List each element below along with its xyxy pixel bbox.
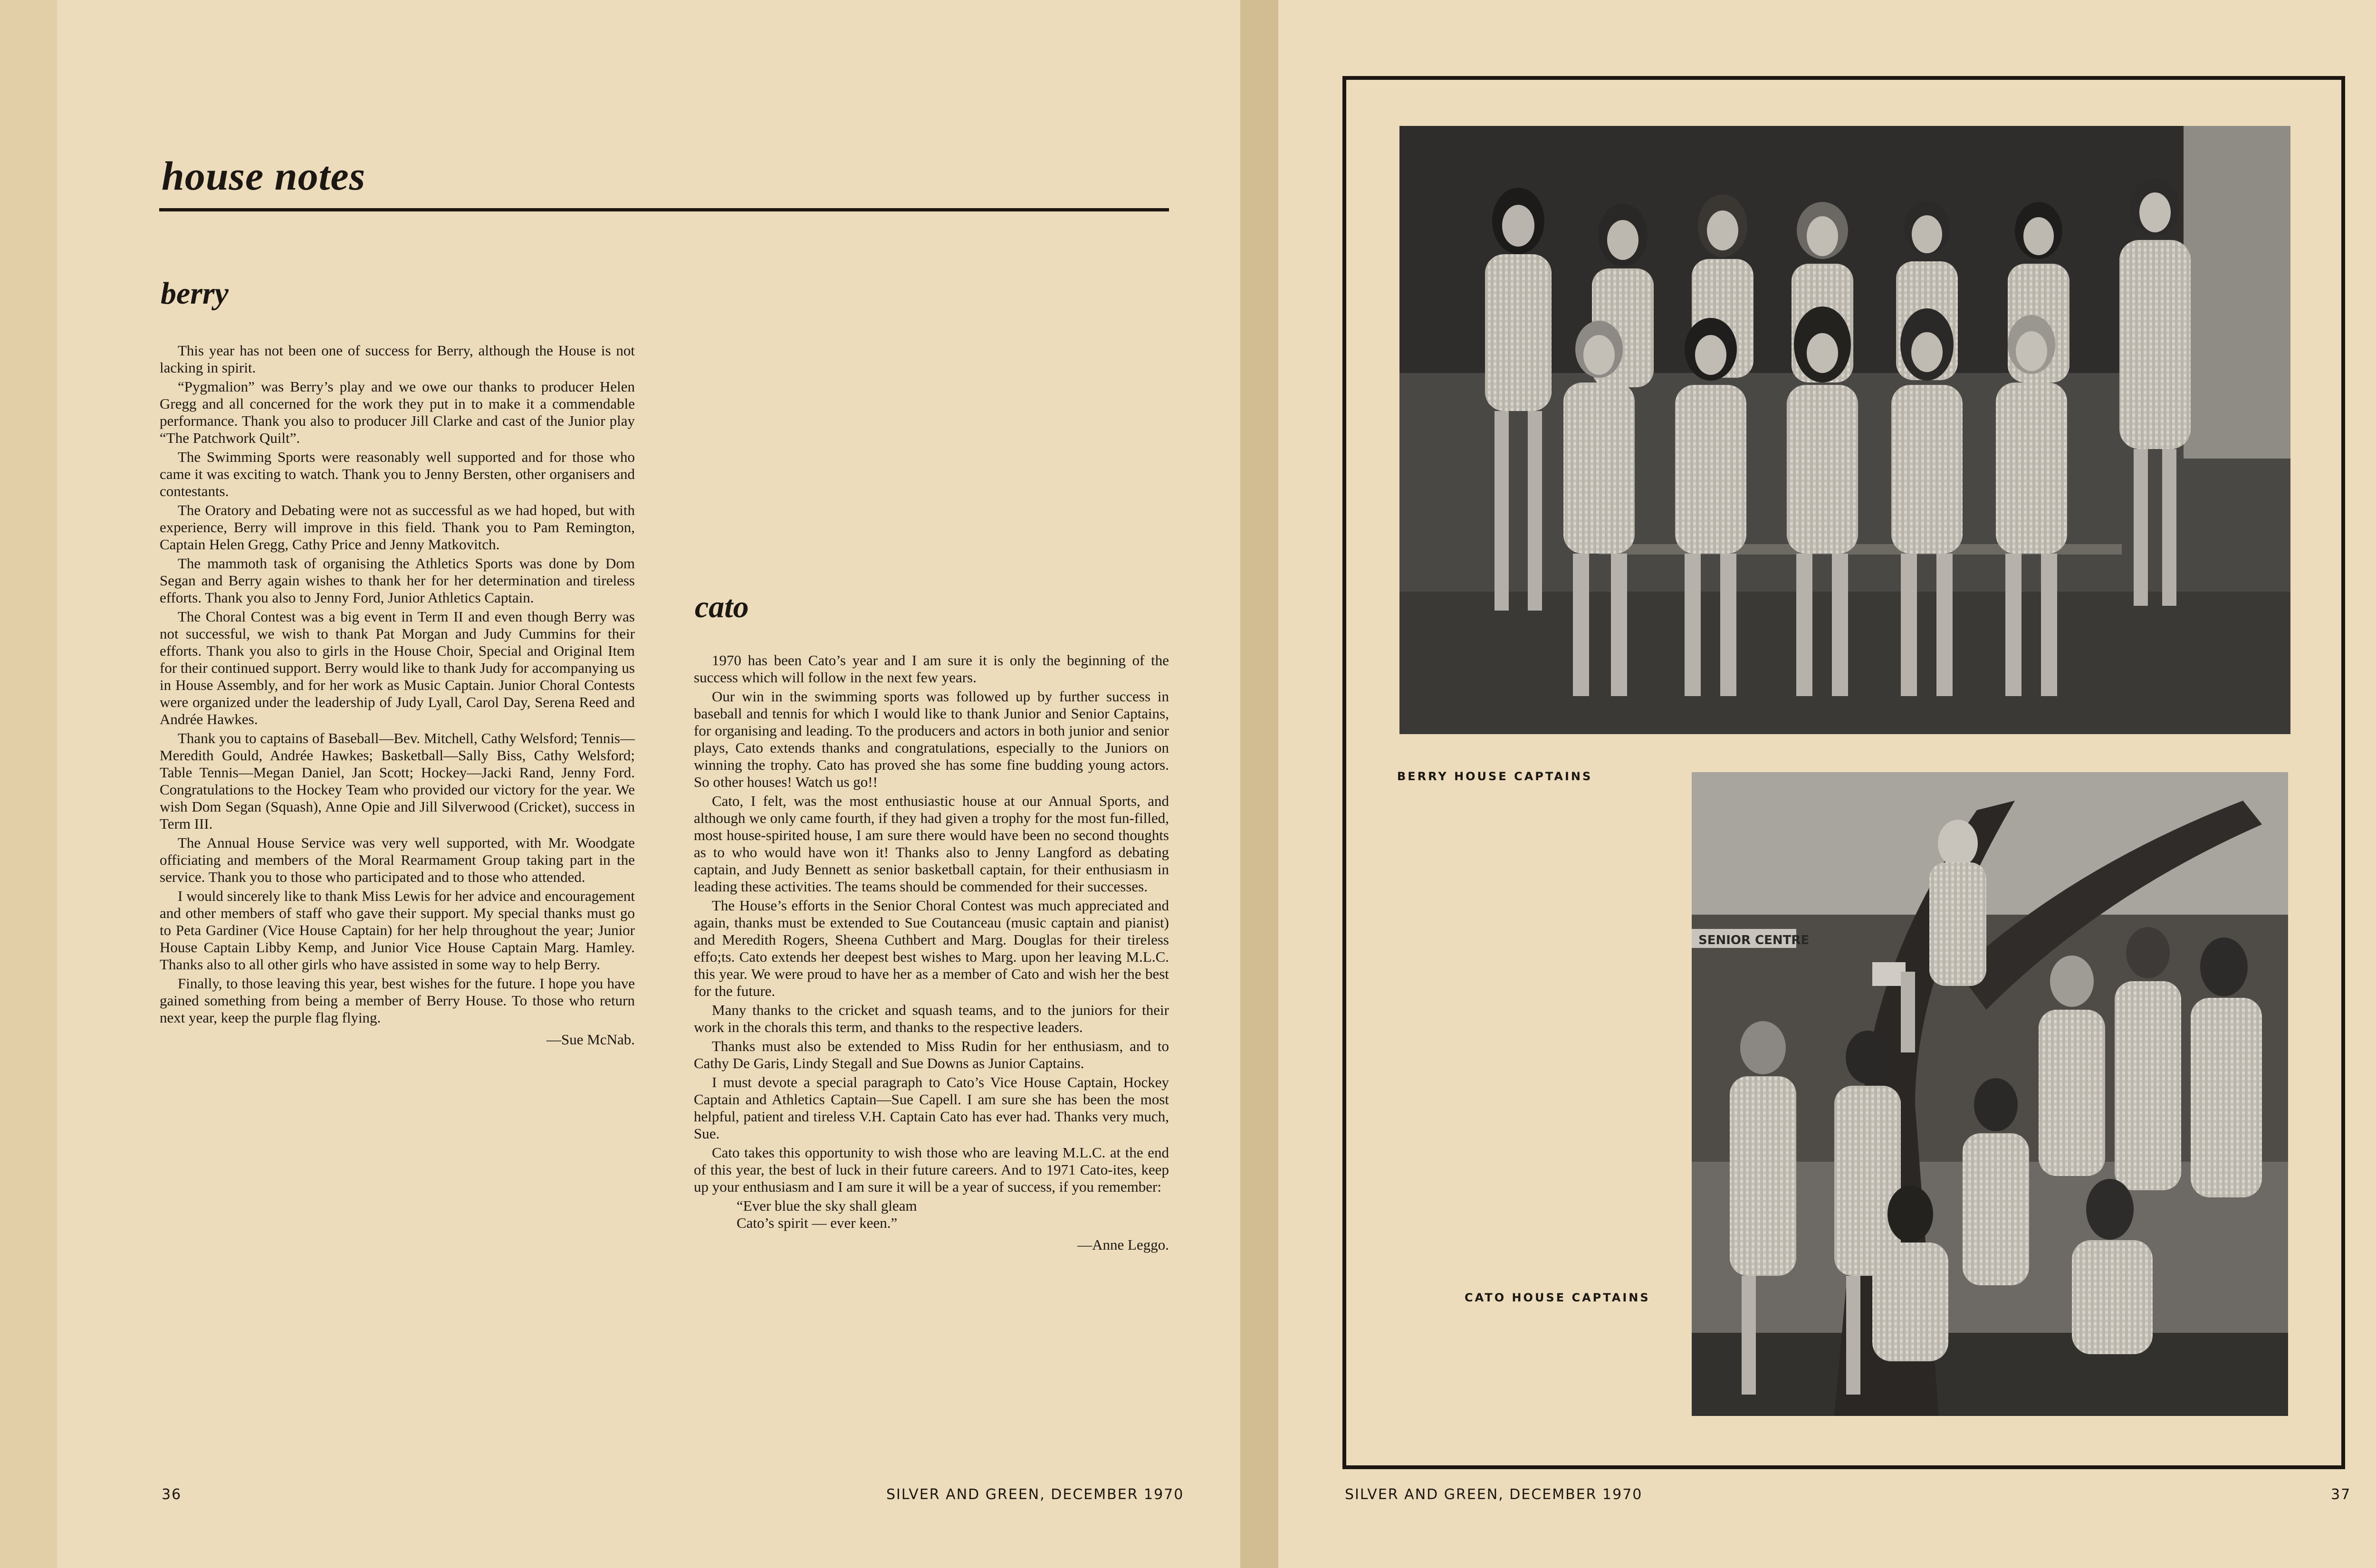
cato-quote-line: Cato’s spirit — ever keen.” — [737, 1214, 898, 1231]
berry-paragraph: The Oratory and Debating were not as successful as we had hoped, but with experience, Berry will improve in this field. Thank you to Pam Remington, Captain Helen Gregg, Cathy Price and Jenny Matkovitch. — [160, 502, 635, 553]
cato-paragraph: Many thanks to the cricket and squash teams, and to the juniors for their work in the chorals this term, and thanks to the respective leaders. — [694, 1002, 1169, 1035]
cato-paragraph: Our win in the swimming sports was followed up by further success in baseball and tennis for which I would like to thank Junior and Senior Captains, for organising and leading. To the producers and actors in both junior and senior plays, Cato extends thanks and congratulations, especially to the Juniors on winning the trophy. Cato has proved she has some fine budding young actors. So other houses! Watch us go!! — [694, 688, 1169, 790]
berry-paragraph: The Choral Contest was a big event in Term II and even though Berry was not successful, we wish to thank Pat Morgan and Judy Cummins for their efforts. Thank you also to girls in the House Choir, Special and Original Item for their continued support. Berry would like to thank Judy for accompanying us in House Assembly, and for her work as Music Captain. Junior Choral Contests were organized under the leadership of Judy Lyall, Carol Day, Serena Reed and Andrée Hawkes. — [160, 608, 635, 727]
berry-paragraph: Thank you to captains of Baseball—Bev. Mitchell, Cathy Welsford; Tennis—Meredith Gould, Andrée Hawkes; Basketball—Sally Biss, Cathy Welsford; Table Tennis—Megan Daniel, Jan Scott; Hockey—Jacki Rand, Jenny Ford. Congratulations to the Hockey Team who provided our victory for the year. We wish Dom Segan (Squash), Anne Opie and Jill Silverwood (Cricket), success in Term III. — [160, 730, 635, 832]
cato-photo-illustration — [1692, 772, 2288, 1416]
cato-quote-line: “Ever blue the sky shall gleam — [737, 1197, 917, 1214]
page-number-left: 36 — [162, 1486, 182, 1503]
berry-paragraph: The Annual House Service was very well supported, with Mr. Woodgate officiating and members of the Moral Rearmament Group taking part in the service. Thank you to those who participated and to those who attended. — [160, 834, 635, 885]
berry-paragraph: This year has not been one of success for Berry, although the House is not lacking in spirit. — [160, 342, 635, 376]
cato-photo-caption: CATO HOUSE CAPTAINS — [1465, 1291, 1650, 1304]
page-number-right: 37 — [2331, 1486, 2351, 1503]
berry-paragraph: I would sincerely like to thank Miss Lewis for her advice and encouragement and other members of staff who gave their support. My special thanks must go to Peta Gardiner (Vice House Captain) for her help throughout the year; Junior House Captain Libby Kemp, and Junior Vice House Captain Marg. Hamley. Thanks also to all other girls who have assisted in some way to help Berry. — [160, 888, 635, 973]
berry-article — [160, 342, 635, 1050]
footer-right: SILVER AND GREEN, DECEMBER 1970 — [1345, 1486, 1643, 1503]
cato-paragraph: Cato takes this opportunity to wish those who are leaving M.L.C. at the end of this year, the best of luck in their future careers. And to 1971 Cato-ites, keep up your enthusiasm and I am sure it will be a year of success, if you remember: — [694, 1144, 1169, 1195]
berry-section-title: berry — [161, 276, 229, 311]
footer-left: SILVER AND GREEN, DECEMBER 1970 — [886, 1486, 1184, 1503]
cato-article — [694, 652, 1169, 1255]
senior-centre-sign: SENIOR CENTRE — [1698, 933, 1810, 947]
cato-captains-photo — [1692, 772, 2288, 1416]
cato-signature: —Anne Leggo. — [1077, 1236, 1169, 1253]
berry-paragraph: Finally, to those leaving this year, best wishes for the future. I hope you have gained something from being a member of Berry House. To those who return next year, keep the purple flag flying. — [160, 975, 635, 1026]
cato-paragraph: I must devote a special paragraph to Cato’s Vice House Captain, Hockey Captain and Athletics Captain—Sue Capell. I am sure she has been the most helpful, patient and tireless V.H. Captain Cato has ever had. Thanks very much, Sue. — [694, 1074, 1169, 1142]
cato-paragraph: Cato, I felt, was the most enthusiastic house at our Annual Sports, and although we only came fourth, if they had given a trophy for the most fun-filled, most house-spirited house, I am sure there would have been no second thoughts as to who would have won it! Thanks also to Jenny Langford as debating captain, and Judy Bennett as senior basketball captain, for their enthusiasm in leading these activities. The teams should be commended for their successes. — [694, 793, 1169, 895]
cato-section-title: cato — [695, 590, 749, 624]
berry-captains-photo — [1399, 126, 2290, 734]
cato-paragraph: The House’s efforts in the Senior Choral Contest was much appreciated and again, thanks must be extended to Sue Coutanceau (music captain and pianist) and Meredith Rogers, Sheena Cuthbert and Marg. Douglas for their tireless effo;ts. Cato extends her deepest best wishes to Marg. upon her leaving M.L.C. this year. We were proud to have her as a member of Cato and wish her the best for the future. — [694, 897, 1169, 999]
berry-photo-illustration — [1399, 126, 2290, 734]
berry-signature: —Sue McNab. — [546, 1031, 635, 1048]
cato-paragraph: Thanks must also be extended to Miss Rudin for her enthusiasm, and to Cathy De Garis, Lindy Stegall and Sue Downs as Junior Captains. — [694, 1038, 1169, 1071]
gutter — [1240, 0, 1278, 1568]
page-heading: house notes — [162, 153, 366, 199]
cato-paragraph: 1970 has been Cato’s year and I am sure it is only the beginning of the success which will follow in the next few years. — [694, 652, 1169, 686]
berry-paragraph: The Swimming Sports were reasonably well supported and for those who came it was exciting to watch. Thank you to Jenny Bersten, other organisers and contestants. — [160, 449, 635, 499]
berry-paragraph: “Pygmalion” was Berry’s play and we owe our thanks to producer Helen Gregg and all concerned for the work they put in to make it a commendable performance. Thank you also to producer Jill Clarke and cast of the Junior play “The Patchwork Quilt”. — [160, 378, 635, 446]
page-edge-shadow — [0, 0, 57, 1568]
berry-photo-caption: BERRY HOUSE CAPTAINS — [1397, 770, 1593, 783]
heading-rule — [159, 208, 1169, 211]
berry-paragraph: The mammoth task of organising the Athletics Sports was done by Dom Segan and Berry again wishes to thank her for her determination and tireless efforts. Thank you also to Jenny Ford, Junior Athletics Captain. — [160, 555, 635, 606]
